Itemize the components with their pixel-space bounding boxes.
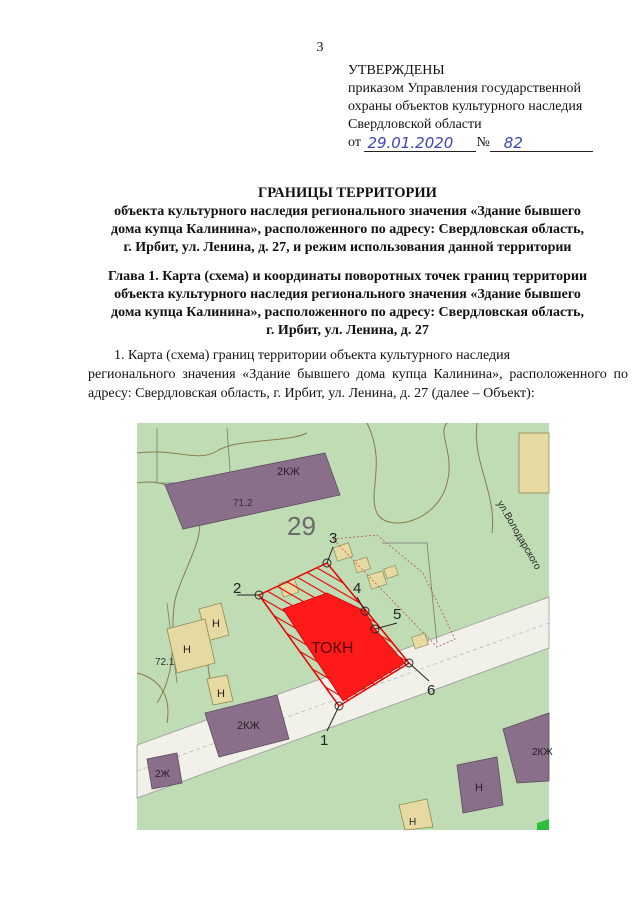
paragraph-rest: регионального значения «Здание бывшего дома купца Калинина», расположенного по адресу: Свердловская область, г. Ирбит, ул. Ленина, д. 27 (далее – Объект): xyxy=(88,367,628,401)
paragraph-first-line: 1. Карта (схема) границ территории объекта культурного наследия xyxy=(114,348,511,363)
elevation-label: 71.2 xyxy=(233,498,253,509)
point-5-label: 5 xyxy=(393,606,402,623)
building-label: Н xyxy=(183,644,191,656)
approval-number: 82 xyxy=(490,135,593,152)
page-number: 3 xyxy=(316,40,324,55)
territory-map xyxy=(137,423,553,830)
from-label: от xyxy=(348,135,361,150)
point-6-label: 6 xyxy=(427,682,436,699)
chapter-heading xyxy=(60,268,635,340)
building-label: 2КЖ xyxy=(532,747,553,758)
approval-line: охраны объектов культурного наследия xyxy=(348,99,583,114)
building-label: Н xyxy=(475,782,483,794)
elevation-label: 72.1 xyxy=(155,657,175,668)
title-line: дома купца Калинина», расположенного по адресу: Свердловская область, xyxy=(111,222,584,237)
paragraph-1 xyxy=(88,346,628,403)
street-label: ул.Володарского xyxy=(494,499,543,572)
chapter-line: дома купца Калинина», расположенного по адресу: Свердловская область, xyxy=(111,305,584,320)
point-2-label: 2 xyxy=(233,580,242,597)
building-top-right xyxy=(519,433,549,493)
approval-line: приказом Управления государственной xyxy=(348,81,582,96)
approval-heading: УТВЕРЖДЕНЫ xyxy=(348,63,445,78)
building-label: 2КЖ xyxy=(237,720,260,732)
number-label: № xyxy=(476,135,490,150)
title-line: объекта культурного наследия регионального значения «Здание бывшего xyxy=(114,204,581,219)
title-main: ГРАНИЦЫ ТЕРРИТОРИИ xyxy=(258,185,437,201)
building-label: Н xyxy=(409,817,417,828)
approval-line: Свердловской области xyxy=(348,117,482,132)
chapter-line: Глава 1. Карта (схема) и координаты поворотных точек границ территории xyxy=(107,269,588,284)
block-number: 29 xyxy=(287,511,316,541)
building-label: Н xyxy=(212,618,220,630)
point-1-label: 1 xyxy=(320,732,329,749)
document-title xyxy=(60,184,635,257)
building-label: 2Ж xyxy=(155,769,170,780)
approval-block xyxy=(348,62,628,152)
approval-date-number xyxy=(348,134,628,152)
chapter-line: г. Ирбит, ул. Ленина, д. 27 xyxy=(266,323,429,338)
chapter-line: объекта культурного наследия регионального значения «Здание бывшего xyxy=(114,287,581,302)
building-label: 2КЖ xyxy=(277,466,300,478)
title-line: г. Ирбит, ул. Ленина, д. 27, и режим использования данной территории xyxy=(123,240,572,255)
point-3-label: 3 xyxy=(329,530,338,547)
object-label: ТОКН xyxy=(311,640,354,657)
point-4-label: 4 xyxy=(353,580,362,597)
building-label: Н xyxy=(217,688,225,700)
approval-date: 29.01.2020 xyxy=(364,135,476,152)
